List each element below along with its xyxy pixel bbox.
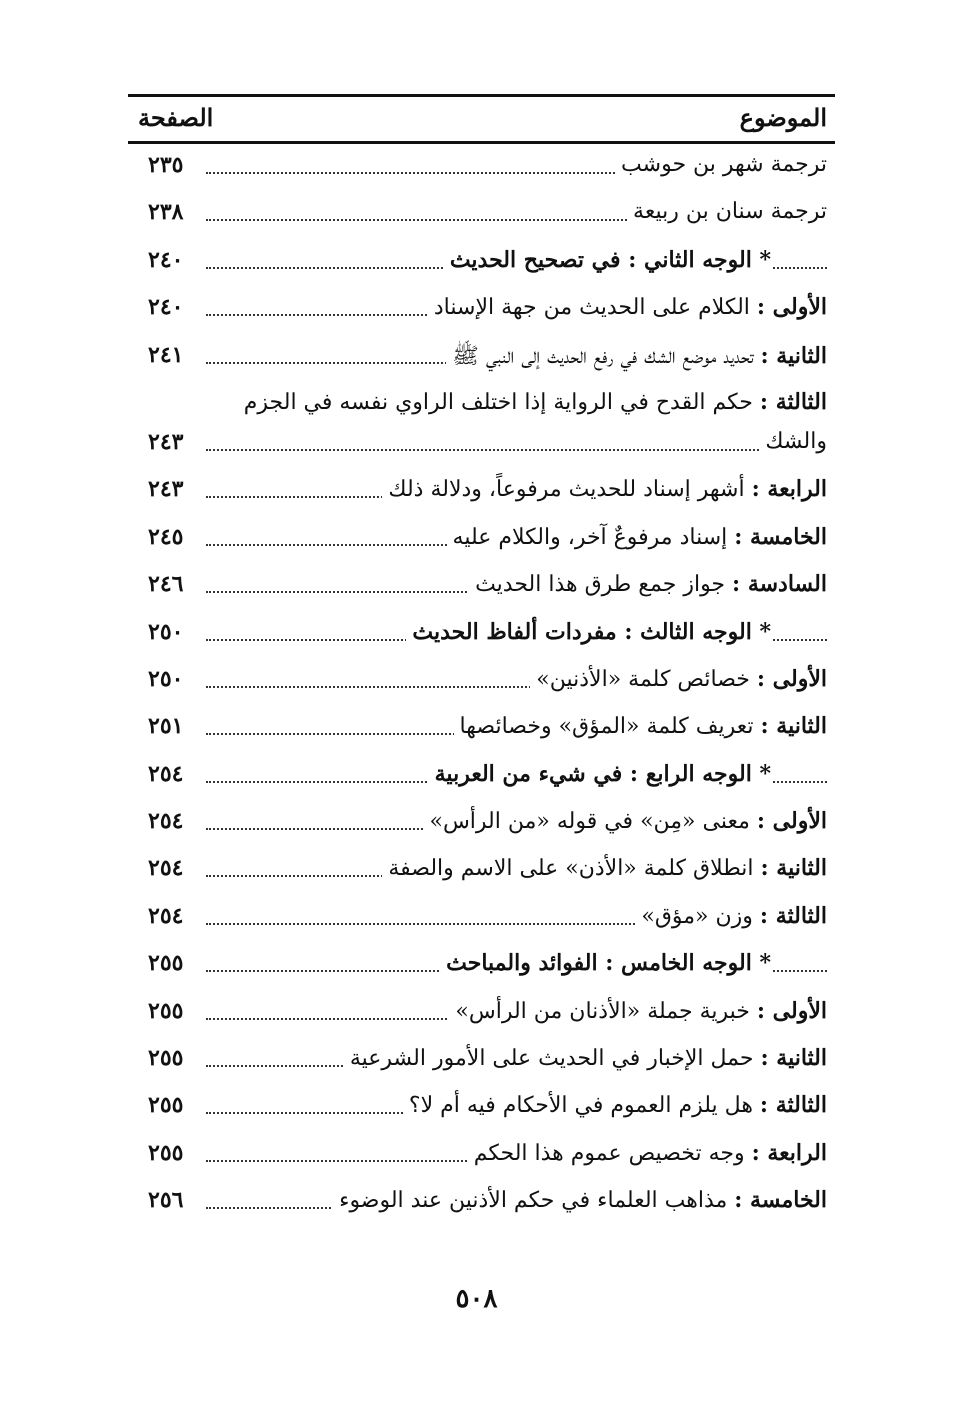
topic-column-label: الموضوع bbox=[739, 103, 827, 132]
toc-entry-text: مذاهب العلماء في حكم الأذنين عند الوضوء bbox=[339, 1188, 728, 1214]
toc-entry-text: حكم القدح في الرواية إذا اختلف الراوي نفسه في الجزم bbox=[243, 389, 753, 415]
toc-entry-page: ٢٥٠ bbox=[148, 618, 184, 645]
toc-entry-text: الفوائد والمباحث bbox=[446, 950, 598, 977]
toc-entry-label: الأولى : bbox=[756, 808, 827, 835]
toc-entry-page: ٢٥٤ bbox=[148, 855, 184, 882]
toc-entry-title bbox=[615, 152, 827, 177]
toc-entry-page: ٢٥١ bbox=[148, 713, 184, 740]
toc-entry bbox=[128, 1084, 835, 1131]
toc-section-heading bbox=[128, 753, 835, 800]
toc-entry bbox=[128, 990, 835, 1037]
toc-entry-text: انطلاق كلمة «الأذن» على الاسم والصفة bbox=[388, 856, 754, 882]
toc-entry bbox=[128, 847, 835, 894]
toc-entry-text: معنى «مِن» في قوله «من الرأس» bbox=[429, 809, 750, 835]
toc-entry-title bbox=[627, 199, 827, 224]
toc-entry bbox=[128, 144, 835, 191]
toc-entry-label: الرابعة : bbox=[751, 1139, 827, 1166]
toc-entry bbox=[128, 800, 835, 847]
toc-entry bbox=[128, 1132, 835, 1179]
toc-section-heading bbox=[128, 942, 835, 989]
toc-entry-page: ٢٤١ bbox=[148, 341, 184, 368]
toc-entry-page: ٢٥٥ bbox=[148, 950, 184, 977]
toc-entry-title bbox=[444, 247, 771, 273]
toc-entry-label: الثانية : bbox=[760, 713, 827, 740]
toc-entry-title bbox=[333, 1187, 827, 1213]
toc-entry-text: أشهر إسناد للحديث مرفوعاً، ودلالة ذلك bbox=[388, 477, 745, 503]
toc-entry-text: وزن «مؤق» bbox=[641, 903, 753, 929]
toc-entry-title bbox=[468, 1140, 827, 1166]
toc-entry-page: ٢٣٥ bbox=[148, 152, 184, 178]
toc-entry-label: الثانية : bbox=[760, 342, 827, 369]
toc-entry-title bbox=[449, 998, 827, 1024]
toc-entry-label: الرابعة : bbox=[751, 476, 827, 503]
toc-entry-page: ٢٥٦ bbox=[148, 1187, 184, 1214]
toc-entry-page: ٢٥٤ bbox=[148, 760, 184, 787]
toc-entry bbox=[128, 468, 835, 515]
toc-entry-title bbox=[759, 429, 827, 454]
toc-entry bbox=[128, 381, 835, 421]
toc-entry-page: ٢٤٠ bbox=[148, 294, 184, 321]
toc-entry-title bbox=[403, 1092, 827, 1118]
toc-entry-title bbox=[454, 713, 827, 739]
toc-entry bbox=[128, 563, 835, 610]
toc-section-heading bbox=[128, 611, 835, 658]
toc-entry-title bbox=[198, 389, 827, 415]
toc-entry-label: * الوجه الثالث : bbox=[624, 618, 771, 645]
toc-entry bbox=[128, 191, 835, 238]
toc-header bbox=[128, 97, 835, 141]
toc-entry-text: تعريف كلمة «المؤق» وخصائصها bbox=[459, 714, 754, 740]
toc-entry-label: الأولى : bbox=[756, 294, 827, 321]
toc-entry bbox=[128, 516, 835, 563]
toc-entry-page: ٢٥٥ bbox=[148, 1139, 184, 1166]
toc-entry bbox=[128, 421, 835, 468]
toc-entry-text: في تصحيح الحديث bbox=[449, 246, 621, 273]
toc-entry-text: إسناد مرفوعٌ آخر، والكلام عليه bbox=[452, 524, 728, 550]
toc-entry-page: ٢٥٤ bbox=[148, 902, 184, 929]
toc-entry-page: ٢٥٤ bbox=[148, 808, 184, 835]
toc-entry-title bbox=[447, 524, 827, 550]
toc-entry-label: الأولى : bbox=[756, 665, 827, 692]
toc-entry-page: ٢٥٥ bbox=[148, 997, 184, 1024]
toc-entry bbox=[128, 705, 835, 752]
toc-entry-text: تحديد موضع الشك في رفع الحديث إلى النبي ﷺ bbox=[452, 343, 754, 369]
toc-section-heading bbox=[128, 239, 835, 286]
dot-leader bbox=[206, 449, 827, 451]
toc-entry bbox=[128, 334, 835, 381]
toc-entry-title bbox=[423, 808, 827, 834]
toc-entry-label: الخامسة : bbox=[734, 523, 827, 550]
toc-entry-text: حمل الإخبار في الحديث على الأمور الشرعية bbox=[349, 1046, 754, 1072]
toc-entry-text: في شيء من العربية bbox=[434, 760, 623, 787]
toc-entry-title bbox=[428, 294, 827, 320]
toc-entry-page: ٢٥٥ bbox=[148, 1092, 184, 1119]
toc-entry-label: * الوجه الرابع : bbox=[629, 760, 771, 787]
toc-entry-title bbox=[530, 666, 827, 692]
toc-entry-label: * الوجه الخامس : bbox=[605, 950, 771, 977]
toc-entry-text: هل يلزم العموم في الأحكام فيه أم لا؟ bbox=[408, 1093, 753, 1119]
toc-entry-label: الخامسة : bbox=[734, 1187, 827, 1214]
toc-entry-label: الثانية : bbox=[760, 1045, 827, 1072]
toc-entry-page: ٢٣٨ bbox=[148, 199, 184, 226]
toc-entry-title bbox=[469, 571, 827, 597]
toc-entry-text: ترجمة شهر بن حوشب bbox=[621, 152, 827, 177]
toc-entry-title bbox=[382, 855, 827, 881]
toc-entry-title bbox=[406, 619, 771, 645]
toc-entry-page: ٢٤٥ bbox=[148, 523, 184, 550]
toc-entry-label: الثالثة : bbox=[759, 902, 827, 929]
toc-entry bbox=[128, 286, 835, 333]
toc-entry-text: خصائص كلمة «الأذنين» bbox=[536, 666, 750, 692]
toc-entry-label: الثانية : bbox=[760, 855, 827, 882]
toc-entry-title bbox=[344, 1045, 827, 1071]
toc-entry-page: ٢٤٣ bbox=[148, 428, 184, 455]
toc-entry bbox=[128, 658, 835, 705]
toc-entry-label: الثالثة : bbox=[759, 388, 827, 415]
toc-entry-text: ترجمة سنان بن ربيعة bbox=[633, 199, 827, 225]
toc-entry-page: ٢٥٥ bbox=[148, 1045, 184, 1072]
toc-entry-text: الكلام على الحديث من جهة الإسناد bbox=[433, 295, 750, 321]
toc-entry bbox=[128, 895, 835, 942]
toc-entry-label: الأولى : bbox=[756, 997, 827, 1024]
toc-entry bbox=[128, 1037, 835, 1084]
toc-entry-text: وجه تخصيص عموم هذا الحكم bbox=[473, 1140, 745, 1166]
toc-entry bbox=[128, 1179, 835, 1226]
toc-entry-page: ٢٤٠ bbox=[148, 246, 184, 273]
toc-entry-page: ٢٤٣ bbox=[148, 476, 184, 503]
toc-list bbox=[128, 144, 835, 1227]
toc-entry-page: ٢٤٦ bbox=[148, 571, 184, 598]
toc-entry-title bbox=[429, 761, 771, 787]
toc-entry-title bbox=[446, 342, 827, 374]
toc-entry-text: جواز جمع طرق هذا الحديث bbox=[475, 572, 726, 598]
toc-entry-text: والشك bbox=[765, 428, 827, 454]
toc-entry-label: السادسة : bbox=[732, 571, 827, 598]
toc-entry-label: * الوجه الثاني : bbox=[628, 246, 771, 273]
toc-entry-text: خبرية جملة «الأذنان من الرأس» bbox=[455, 998, 750, 1024]
toc-entry-title bbox=[635, 903, 827, 929]
toc-entry-page: ٢٥٠ bbox=[148, 665, 184, 692]
toc-entry-title bbox=[440, 950, 771, 976]
toc-entry-text: مفردات ألفاظ الحديث bbox=[412, 618, 617, 645]
page-number: ٥٠٨ bbox=[455, 1284, 498, 1314]
toc-entry-title bbox=[382, 476, 827, 502]
page-column-label: الصفحة bbox=[138, 103, 214, 132]
toc-entry-label: الثالثة : bbox=[759, 1092, 827, 1119]
